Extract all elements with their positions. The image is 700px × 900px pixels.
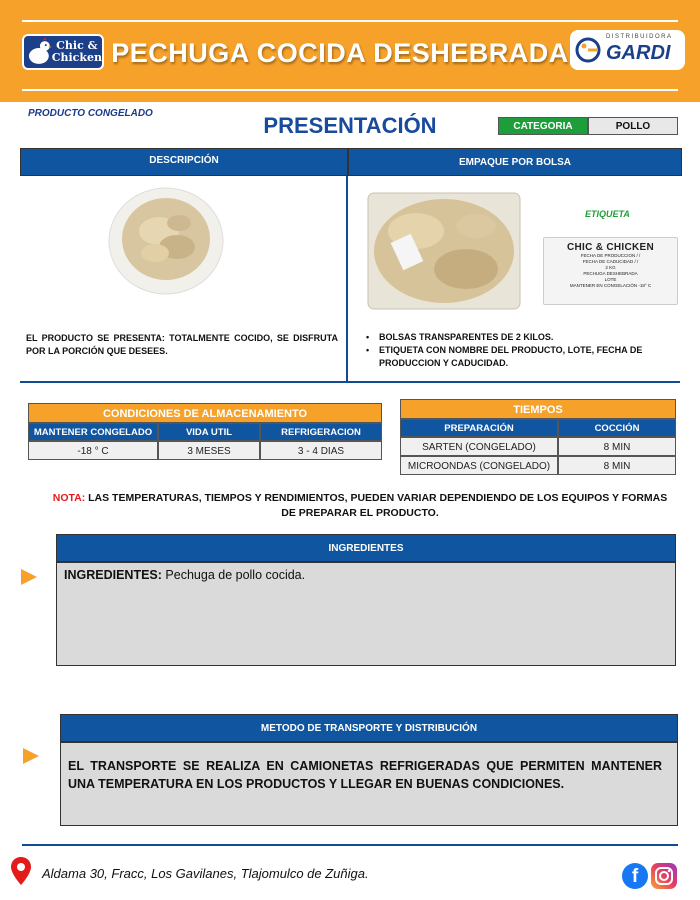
table-row: [400, 437, 676, 456]
header-divider-bottom: [22, 89, 678, 91]
table-header-row: [400, 419, 676, 437]
table-cell: 8 MIN: [558, 456, 676, 475]
instagram-glyph-icon: [651, 863, 677, 889]
product-bag-image: [366, 191, 522, 311]
section-divider-horizontal: [20, 381, 680, 383]
packaging-header: EMPAQUE POR BOLSA: [348, 148, 682, 176]
facebook-icon[interactable]: f: [622, 863, 648, 889]
note-label: NOTA:: [52, 492, 86, 504]
table-header-cell: MANTENER CONGELADO: [28, 423, 158, 441]
label-card-line: PECHUGA DESHEBRADA: [583, 271, 638, 276]
label-card-line: MANTENER EN CONGELACIÓN -18° C: [569, 283, 652, 288]
label-card-title: CHIC & CHICKEN: [567, 242, 654, 253]
product-label-card: [543, 237, 678, 305]
bullet-item: • ETIQUETA CON NOMBRE DEL PRODUCTO, LOTE, FECHA DE PRODUCCION Y CADUCIDAD.: [366, 344, 678, 370]
transport-text: EL TRANSPORTE SE REALIZA EN CAMIONETAS REFRIGERADAS QUE PERMITEN MANTENER UNA TEMPERATURA EN LOS PRODUCTOS Y LLEGAR EN BUENAS CONDICIONES.: [68, 759, 662, 791]
packaging-bullets: [366, 331, 678, 370]
gardi-subtitle: DISTRIBUIDORA: [606, 34, 673, 40]
ingredients-text: [64, 568, 664, 582]
label-card-line: LOTE: [604, 277, 617, 282]
table-cell: 3 - 4 DIAS: [260, 441, 382, 460]
bullet-item: • BOLSAS TRANSPARENTES DE 2 KILOS.: [366, 331, 678, 344]
table-cell: -18 ° C: [28, 441, 158, 460]
section-title: PRESENTACIÓN: [263, 113, 437, 138]
page-title: PECHUGA COCIDA DESHEBRADA: [111, 38, 569, 68]
label-card-line: FECHA DE CADUCIDAD / /: [582, 259, 639, 264]
times-title: TIEMPOS: [400, 399, 676, 419]
category-label: CATEGORIA: [498, 117, 588, 135]
ingredients-header: INGREDIENTES: [56, 534, 676, 562]
shredded-chicken-plate-image: [107, 183, 225, 295]
storage-title: CONDICIONES DE ALMACENAMIENTO: [28, 403, 382, 423]
play-arrow-icon: [20, 568, 38, 586]
table-header-cell: COCCIÓN: [558, 419, 676, 437]
times-table: [400, 399, 676, 475]
table-cell: 8 MIN: [558, 437, 676, 456]
footer-address: Aldama 30, Fracc, Los Gavilanes, Tlajomulco de Zuñiga.: [42, 866, 369, 881]
table-header-cell: PREPARACIÓN: [400, 419, 558, 437]
label-caption: ETIQUETA: [585, 209, 630, 219]
table-header-cell: VIDA UTIL: [158, 423, 260, 441]
table-row: [400, 456, 676, 475]
table-header-cell: REFRIGERACION: [260, 423, 382, 441]
play-arrow-icon: [22, 747, 40, 765]
label-card-line: FECHA DE PRODUCCION / /: [580, 253, 641, 258]
transport-header: METODO DE TRANSPORTE Y DISTRIBUCIÓN: [60, 714, 678, 742]
ingredients-value: Pechuga de pollo cocida.: [165, 568, 306, 582]
instagram-icon[interactable]: [651, 863, 677, 889]
note-body: LAS TEMPERATURAS, TIEMPOS Y RENDIMIENTOS, PUEDEN VARIAR DEPENDIENDO DE LOS EQUIPOS Y FORMAS DE PREPARAR EL PRODUCTO.: [88, 492, 668, 519]
category-value: POLLO: [588, 117, 678, 135]
description-header: DESCRIPCIÓN: [20, 148, 348, 176]
gardi-name: GARDI: [606, 42, 671, 64]
gardi-logo: [570, 30, 685, 70]
header-divider-top: [22, 20, 678, 22]
section-divider-vertical: [346, 176, 348, 382]
logo-line-1: Chic &: [56, 39, 98, 52]
note-text: [50, 491, 670, 521]
table-cell: 3 MESES: [158, 441, 260, 460]
label-card-line: 2 KG: [605, 265, 616, 270]
gardi-mark-icon: [574, 34, 602, 66]
table-header-row: [28, 423, 382, 441]
logo-line-2: Chicken: [51, 51, 102, 64]
table-row: [28, 441, 382, 460]
storage-table: [28, 403, 382, 460]
logo-text: [52, 40, 102, 64]
footer-divider: [22, 844, 678, 846]
table-cell: SARTEN (CONGELADO): [400, 437, 558, 456]
ingredients-label: INGREDIENTES:: [64, 568, 162, 582]
chic-chicken-logo: [22, 34, 104, 70]
hen-icon: [26, 36, 52, 68]
product-type: PRODUCTO CONGELADO: [28, 108, 153, 119]
description-text: EL PRODUCTO SE PRESENTA: TOTALMENTE COCIDO, SE DISFRUTA POR LA PORCIÓN QUE DESEES.: [26, 333, 338, 356]
table-cell: MICROONDAS (CONGELADO): [400, 456, 558, 475]
location-pin-icon: [10, 856, 32, 886]
